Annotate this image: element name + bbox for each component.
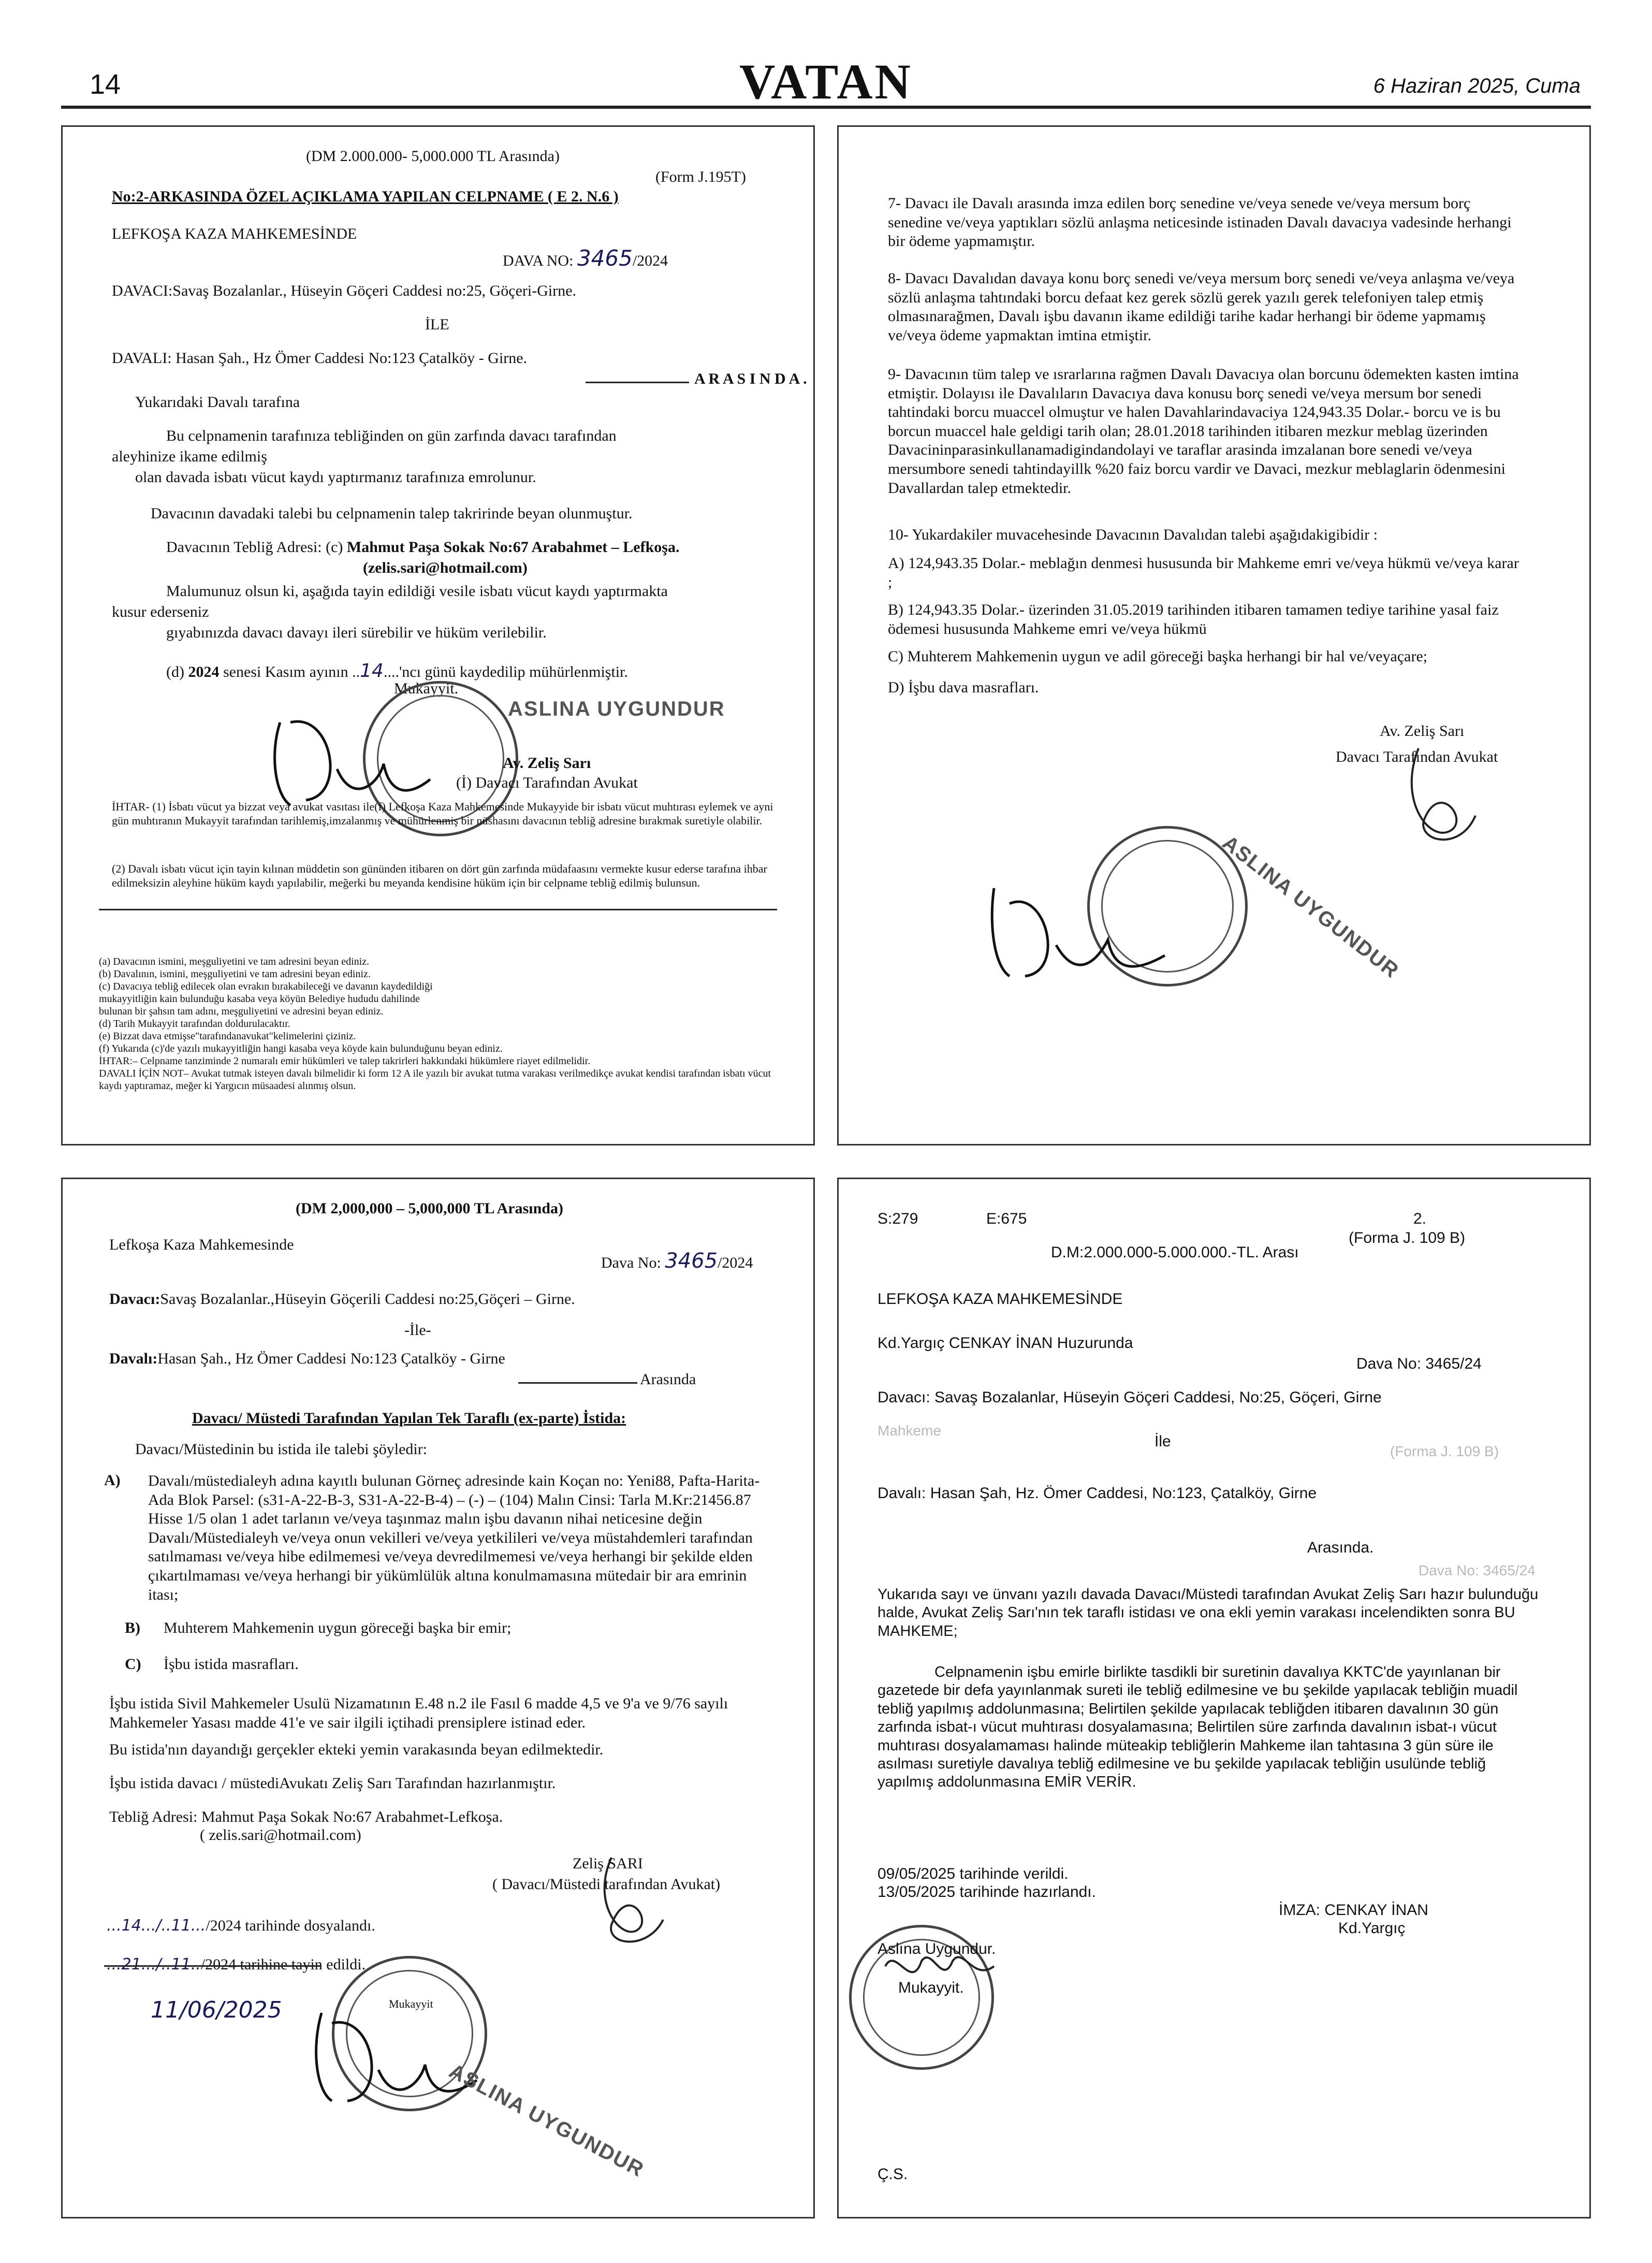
- footnote: (c) Davacıya tebliğ edilecek olan evrakın bırakabileceği ve davanın kaydedildiği: [99, 981, 433, 992]
- warning-2: (2) Davalı isbatı vücut için tayin kılınan müddetin son gününden itibaren on dört gün zarfında müdafaasını vermekte kusur ederse tarafına ihbar edilmeksizin aleyhine hüküm kaydı yapılabilir, meğerki bu meyanda kendisine hüküm için bir celpname tebliğ edilmiş bulunsun.: [112, 862, 767, 889]
- strike-line: [104, 1965, 321, 1967]
- newspaper-brand: VATAN: [739, 54, 913, 109]
- form-number: (Form J.195T): [655, 168, 746, 185]
- claim-item-b: B) 124,943.35 Dolar.- üzerinden 31.05.2019 tarihinden itibaren tamamen tediye tarihine yasal faiz ödemesi hususunda Mahkeme emri ve/veya hükmü: [888, 601, 1499, 637]
- addressee: Yukarıdaki Davalı tarafına: [135, 394, 300, 411]
- summons-para-3a: Malumunuz olsun ki, aşağıda tayin edildiği vesile isbatı vücut kaydı yaptırmakta: [166, 583, 668, 600]
- order-body: Celpnamenin işbu emirle birlikte tasdikli bir suretinin davalıya KKTC'de yayınlanan bir gazetede bir defa yayınlanmak sureti ile tebliğ edilmesine ve bu şekilde yapılacak tebliğin muadil tebliğ yapılmış addolunmasına; Belirtilen şekilde yapılacak tebliğden itibaren davalının 30 gün zarfında isbat-ı vücut muhtırası dosyalamasına; Belirtilen süre zarfında davalının isbat-ı vücut muhtırası dosyalamaması halinde müteakip tebliğlerin Mahkeme ilan tahtasına 3 gün süre ile asılması suretiyle davalıya tebliğ edilmesine ve bu şekilde yapılacak tebliğin usulünde tebliğ yapılmış addolunmasına EMİR VERİR.: [878, 1664, 1518, 1791]
- set-text: /2024 tarihine tayin edildi.: [200, 1956, 366, 1973]
- set-date-handwritten: ...21.../..11..: [107, 1955, 201, 1974]
- e-number: E:675: [986, 1210, 1027, 1227]
- notification-address: [166, 539, 679, 557]
- amount-range: (DM 2,000,000 – 5,000,000 TL Arasında): [296, 1200, 563, 1217]
- legal-basis: İşbu istida Sivil Mahkemeler Usulü Nizamatının E.48 n.2 ile Fasıl 6 madde 4,5 ve 9'a ve 9/76 sayılı Mahkemeler Yasası madde 41'e ve sair ilgili içtihadi prensiplere istinad eder.: [109, 1695, 728, 1731]
- order-prepared-date: 13/05/2025 tarihinde hazırlandı.: [878, 1883, 1096, 1901]
- footnote: (f) Yukarıda (c)'de yazılı mukayyitliğin hangi kasaba veya köyde kain bulunduğunu beyan ediniz.: [99, 1043, 503, 1054]
- item-b-label: B): [125, 1619, 140, 1636]
- footnotes: [99, 955, 782, 1092]
- lawyer-signature: [575, 1852, 679, 1956]
- ile-label: -İle-: [404, 1322, 431, 1339]
- certified-stamp: ASLINA UYGUNDUR: [1218, 831, 1404, 983]
- case-number-handwritten: 3465: [665, 1249, 718, 1273]
- amount-range: (DM 2.000.000- 5,000.000 TL Arasında): [306, 148, 560, 165]
- arasinda-label: Arasında: [640, 1371, 696, 1388]
- masthead: [61, 48, 1591, 109]
- plaintiff-label: Davacı:: [109, 1290, 160, 1308]
- court-name: Lefkoşa Kaza Mahkemesinde: [109, 1236, 294, 1253]
- case-number-handwritten: 3465: [577, 245, 633, 271]
- lawyer-role: Davacı Tarafından Avukat: [1336, 748, 1498, 765]
- summons-para-1a: Bu celpnamenin tarafınıza tebliğinden on gün zarfında davacı tarafından: [166, 427, 617, 444]
- certified-stamp: ASLINA UYGUNDUR: [445, 2059, 648, 2182]
- plaintiff-value: Savaş Bozalanlar.,Hüseyin Göçerili Caddesi no:25,Göçeri – Girne.: [160, 1290, 575, 1308]
- bleed-through-text: Dava No: 3465/24: [1419, 1562, 1536, 1578]
- arasinda-line: [518, 1382, 637, 1384]
- order-preamble: Yukarıda sayı ve ünvanı yazılı davada Davacı/Müstedi tarafından Avukat Zeliş Sarı hazır bulunduğu halde, Avukat Zeliş Sarı'nın tek taraflı istidası ve ona ekli yemin varakası incelendikten sonra BU MAHKEME;: [878, 1586, 1539, 1640]
- item-a-label: A): [104, 1472, 121, 1489]
- defendant: [109, 1350, 505, 1368]
- case-year: /2024: [632, 252, 668, 269]
- summons-para-2: Davacının davadaki talebi bu celpnamenin talep takririnde beyan olunmuştur.: [151, 505, 633, 522]
- mukayyit-label: Mukayyit.: [898, 1979, 964, 1996]
- dated-marker: (d): [166, 663, 184, 680]
- summons-para-1c: olan davada isbatı vücut kaydı yaptırmanız tarafınıza emrolunur.: [135, 469, 536, 486]
- certified-stamp: ASLINA UYGUNDUR: [508, 698, 725, 720]
- application-title: Davacı/ Müstedi Tarafından Yapılan Tek Taraflı (ex-parte) İstida:: [192, 1410, 626, 1427]
- judge: Kd.Yargıç CENKAY İNAN Huzurunda: [878, 1334, 1133, 1352]
- notification-label: Davacının Tebliğ Adresi: (c): [166, 539, 343, 556]
- defendant-value: Hasan Şah., Hz Ömer Caddesi No:123 Çatalköy - Girne: [157, 1350, 505, 1367]
- case-label: DAVA NO:: [503, 252, 574, 269]
- item-b-text: Muhterem Mahkemenin uygun göreceği başka bir emir;: [164, 1619, 511, 1636]
- summons-para-1b: aleyhinize ikame edilmiş: [112, 448, 267, 465]
- notification-address: Tebliğ Adresi: Mahmut Paşa Sokak No:67 Arabahmet-Lefkoşa.: [109, 1808, 503, 1825]
- lawyer-role: (İ) Davacı Tarafından Avukat: [456, 774, 638, 791]
- handwritten-date: 11/06/2025: [151, 1997, 282, 2023]
- s-number: S:279: [878, 1210, 918, 1227]
- lawyer-signature: [1387, 738, 1491, 862]
- claim-item-c: C) Muhterem Mahkemenin uygun ve adil göreceği başka herhangi bir hal ve/veyaçare;: [888, 648, 1428, 665]
- ex-parte-application: [61, 1178, 815, 2218]
- case-number: Dava No: 3465/24: [1356, 1355, 1482, 1372]
- court-signature: [978, 873, 1196, 987]
- prepared-by: İşbu istida davacı / müstediAvukatı Zeliş Sarı Tarafından hazırlanmıştır.: [109, 1775, 556, 1792]
- defendant: DAVALI: Hasan Şah., Hz Ömer Caddesi No:123 Çatalköy - Girne.: [112, 350, 528, 367]
- footnote: (d) Tarih Mukayyit tarafından doldurulacaktır.: [99, 1018, 290, 1029]
- warning-1: İHTAR- (1) İsbatı vücut ya bizzat veya avukat vasıtası ile(f) Lefkoşa Kaza Mahkemesinde Mukayyide bir isbatı vücut muhtırası eylemek ve ayni gün muhtıranın Mukayyit tarafından tarihlemiş,imzalanmış ve mühürlenmiş bir nüshasını davacının tebliğ adresine bırakmak suretiyle olabilir.: [112, 800, 773, 827]
- item-c-label: C): [125, 1656, 141, 1673]
- document-title: No:2-ARKASINDA ÖZEL AÇIKLAMA YAPILAN CELPNAME ( E 2. N.6 ): [112, 188, 619, 205]
- lawyer-name: Av. Zeliş Sarı: [503, 755, 591, 772]
- notification-address-value: Mahmut Paşa Sokak No:67 Arabahmet – Lefkoşa.: [346, 539, 680, 556]
- claim-item-d: D) İşbu dava masrafları.: [888, 679, 1039, 696]
- footnote: İHTAR:– Celpname tanziminde 2 numaralı emir hükümleri ve talep takrirleri hakkındaki hükümlere riayet edilmelidir.: [99, 1055, 591, 1067]
- footnote: bulunan bir şahsın tam adını, meşguliyetini ve adresini beyan ediniz.: [99, 1006, 384, 1017]
- notification-email: ( zelis.sari@hotmail.com): [200, 1826, 361, 1844]
- dated-text-b: ....'ncı günü kaydedilip mühürlenmiştir.: [383, 663, 628, 680]
- case-label: Dava No:: [601, 1254, 661, 1271]
- page-index: 2.: [1413, 1210, 1427, 1227]
- lawyer-name: Av. Zeliş Sarı: [1380, 722, 1465, 739]
- filed-text: /2024 tarihinde dosyalandı.: [206, 1917, 375, 1934]
- filed-line: [107, 1917, 375, 1935]
- dated-year: 2024: [188, 663, 220, 680]
- arasinda-label: Arasında.: [1307, 1539, 1374, 1556]
- judge-title: Kd.Yargıç: [1338, 1920, 1406, 1937]
- issue-date: 6 Haziran 2025, Cuma: [1373, 75, 1581, 97]
- case-year: /2024: [718, 1254, 753, 1271]
- bleed-through-text: Mahkeme: [878, 1423, 941, 1439]
- plaintiff: DAVACI:Savaş Bozalanlar., Hüseyin Göçeri Caddesi no:25, Göçeri-Girne.: [112, 282, 577, 299]
- summons-para-3c: gıyabınızda davacı davayı ileri sürebilir ve hüküm verilebilir.: [166, 624, 547, 641]
- plaintiff: [109, 1290, 575, 1309]
- dated-text-a: senesi Kasım ayının ..: [223, 663, 360, 680]
- court-name: LEFKOŞA KAZA MAHKEMESİNDE: [878, 1290, 1123, 1308]
- affidavit-note: Bu istida'nın dayandığı gerçekler ekteki yemin varakasında beyan edilmektedir.: [109, 1741, 604, 1758]
- summons-para-3b: kusur ederseniz: [112, 603, 209, 620]
- page-number: 14: [90, 69, 121, 100]
- amount-range: D.M:2.000.000-5.000.000.-TL. Arası: [1051, 1244, 1299, 1261]
- footnote: (e) Bizzat dava etmişse"tarafındanavukat"kelimelerini çiziniz.: [99, 1031, 356, 1042]
- lawyer-signature: [259, 691, 477, 816]
- defendant-label: Davalı:: [109, 1350, 158, 1367]
- footnote: (a) Davacının ismini, meşguliyetini ve tam adresini beyan ediniz.: [99, 956, 370, 967]
- item-a-text: Davalı/müstedialeyh adına kayıtlı bulunan Görneç adresinde kain Koçan no: Yeni88, Pafta-Harita-Ada Blok Parsel: (s31-A-22-B-3, S31-A-22-B-4) – (-) – (104) Malın Cinsi: Tarla M.Kr:21456.87 Hisse 1/5 olan 1 adet tarlanın ve/veya taşınmaz malın işbu davanın nihai neticesine değin Davalı/Müstedialeyh ve/veya onun vekilleri ve/veya yetkilileri ve/veya müstahdemleri tarafından satılmaması ve/veya hibe edilmemesi ve/veya devredilmemesi ve/veya herhangi bir şekilde elden çıkartılmaması ve/veya herhangi bir yükümlülük altına konulmamasına mütedair bir ara emrinin itası;: [148, 1472, 760, 1603]
- arasinda-line: [586, 382, 689, 383]
- notification-email: (zelis.sari@hotmail.com): [363, 559, 528, 576]
- lawyer-name: Zeliş SARI: [573, 1855, 643, 1872]
- case-number-row: [503, 246, 668, 271]
- claim-item-a: A) 124,943.35 Dolar.- meblağın denmesi hususunda bir Mahkeme emri ve/veya hükmü ve/veya karar ;: [888, 555, 1519, 591]
- defendant: Davalı: Hasan Şah, Hz. Ömer Caddesi, No:123, Çatalköy, Girne: [878, 1485, 1317, 1502]
- claim-item-9: 9- Davacının tüm talep ve ısrarlarına rağmen Davalı Davacıya olan borcunu ödemekten kasten imtina etmiştir. Dolayısı ile Davalıların Davacıya dava konusu borç senedi ve/veya mersum bor senedi tahtindaki borcu muaccel olmuştur ve halen Davahlarindavaciya 124,943.35 Dolar.- borcu ve is bu borcun muaccel hale geldigi tarih olan; 28.01.2018 tarihinden itibaren mezkur meblag üzerinden Davacininparasinkullanamadigindandolayi ve taraflar arasinda imzalanan bore senedi ve/veya mersumbore senedi tahtindayillk %20 faiz borcu vardir ve Davaci, mezkur meblaglarin ödenmesini Davallardan talep etmektedir.: [888, 366, 1519, 497]
- claim-details: [837, 125, 1591, 1145]
- certified-label: Aslına Uygundur.: [878, 1940, 996, 1957]
- application-intro: Davacı/Müstedinin bu istida ile talebi şöyledir:: [135, 1441, 428, 1458]
- footnote: DAVALI İÇİN NOT– Avukat tutmak isteyen davalı bilmelidir ki form 12 A ile yazılı bir avukat tutma varakası verilmedikçe avukat kendisi tarafından isbatı vücut kaydı yaptıramaz, meğer ki Yargıcın müsaadesi alınmış olsun.: [99, 1068, 771, 1092]
- filed-date-handwritten: ...14.../..11...: [107, 1917, 206, 1935]
- mukayyit-label: Mukayyit: [389, 1997, 433, 2010]
- item-c-text: İşbu istida masrafları.: [164, 1656, 299, 1673]
- arasinda-label: A R A S I N D A .: [694, 370, 807, 387]
- ile-label: İle: [1154, 1433, 1171, 1450]
- summons-notice: [61, 125, 815, 1145]
- court-name: LEFKOŞA KAZA MAHKEMESİNDE: [112, 225, 357, 242]
- order-given-date: 09/05/2025 tarihinde verildi.: [878, 1865, 1069, 1882]
- case-number-row: [601, 1249, 753, 1273]
- ile-label: İLE: [425, 316, 449, 333]
- claim-item-8: 8- Davacı Davalıdan davaya konu borç senedi ve/veya mersum borç senedi ve/veya anlaşma ve/veya sözlü anlaşma tahtındaki borcu defaat kez gerek sözlü gerek yazılı gerek telefoniyen talep etmiş olmasınarağmen, Davalı işbu davanın ikame edildiği tarihe kadar herhangi bir ödeme yapmamış ve/veya ödeme yapmaktan imtina etmiştir.: [888, 270, 1515, 344]
- claim-item-7: 7- Davacı ile Davalı arasında imza edilen borç senedine ve/veya senede ve/veya mersum borç senedine ve/veya yaptıkları sözlü anlaşma neticesinde istinaden Davalı davacıya vadesinde herhangi bir ödeme yapmamıştır.: [888, 195, 1512, 250]
- claim-item-10: 10- Yukardakiler muvacehesinde Davacının Davalıdan talebi aşağıdakigibidir :: [888, 526, 1378, 543]
- footnote: (b) Davalının, ismini, meşguliyetini ve tam adresini beyan ediniz.: [99, 968, 371, 980]
- court-order: [837, 1178, 1591, 2218]
- footnote: mukayyitliğin kain bulunduğu kasaba veya köyün Belediye hududu dahilinde: [99, 993, 420, 1005]
- form-number: (Forma J. 109 B): [1349, 1229, 1466, 1246]
- plaintiff: Davacı: Savaş Bozalanlar, Hüseyin Göçeri Caddesi, No:25, Göçeri, Girne: [878, 1389, 1382, 1406]
- mukayyit-label: Mukayyit.: [394, 680, 459, 697]
- footnote-rule: [99, 909, 777, 910]
- judge-signature-label: İMZA: CENKAY İNAN: [1279, 1902, 1428, 1919]
- dated-line: [166, 660, 628, 681]
- dated-day-handwritten: 14: [360, 660, 384, 681]
- masthead-rule: [61, 106, 1591, 109]
- bleed-through-text: (Forma J. 109 B): [1390, 1443, 1499, 1459]
- cs-initials: Ç.S.: [878, 2166, 908, 2183]
- lawyer-role: ( Davacı/Müstedi tarafından Avukat): [492, 1876, 721, 1893]
